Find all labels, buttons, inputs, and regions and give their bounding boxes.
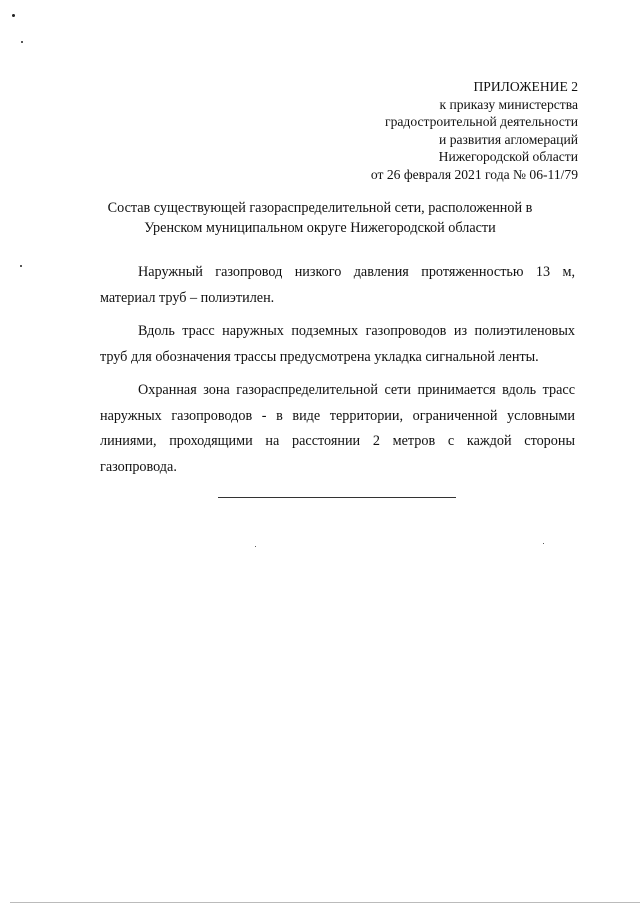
paragraph-signal-tape [100,319,575,370]
paragraph-line: газопровода. [100,458,177,475]
closing-divider [218,497,456,498]
annex-ministry-line: градостроительной деятельности [385,114,578,130]
paragraph-pipeline [100,260,575,311]
scan-speck [255,546,256,547]
title-line: Состав существующей газораспределительной сети, расположенной в [107,200,533,216]
scan-speck [12,14,15,17]
title-line: Уренском муниципальном округе Нижегородской области [144,220,496,236]
annex-heading: ПРИЛОЖЕНИЕ 2 [473,79,578,94]
paragraph-line: линиями, проходящими на расстоянии 2 метров с каждой стороны [100,433,575,449]
paragraph-line: Наружный газопровод низкого давления протяженностью 13 м, [138,264,575,280]
document-title [60,198,580,238]
annex-ministry-line: и развития агломераций [439,131,578,147]
annex-header [371,78,578,184]
paragraph-line: материал труб – полиэтилен. [100,289,275,306]
scan-speck [20,265,22,267]
paragraph-line: наружных газопроводов - в виде территории, ограниченной условными [100,407,575,424]
paragraph-line: труб для обозначения трассы предусмотрена укладка сигнальной ленты. [100,348,539,365]
annex-date-number: от 26 февраля 2021 года № 06-11/79 [370,166,578,182]
annex-region: Нижегородской области [438,149,578,165]
paragraph-protection-zone [100,378,575,480]
paragraph-line: Охранная зона газораспределительной сети принимается вдоль трасс [138,382,575,398]
paragraph-line: Вдоль трасс наружных подземных газопроводов из полиэтиленовых [138,323,575,339]
scan-speck [21,41,23,43]
annex-order-ref: к приказу министерства [439,96,578,112]
scan-bottom-edge [10,902,640,903]
scan-speck [543,543,544,544]
document-body [100,260,575,488]
